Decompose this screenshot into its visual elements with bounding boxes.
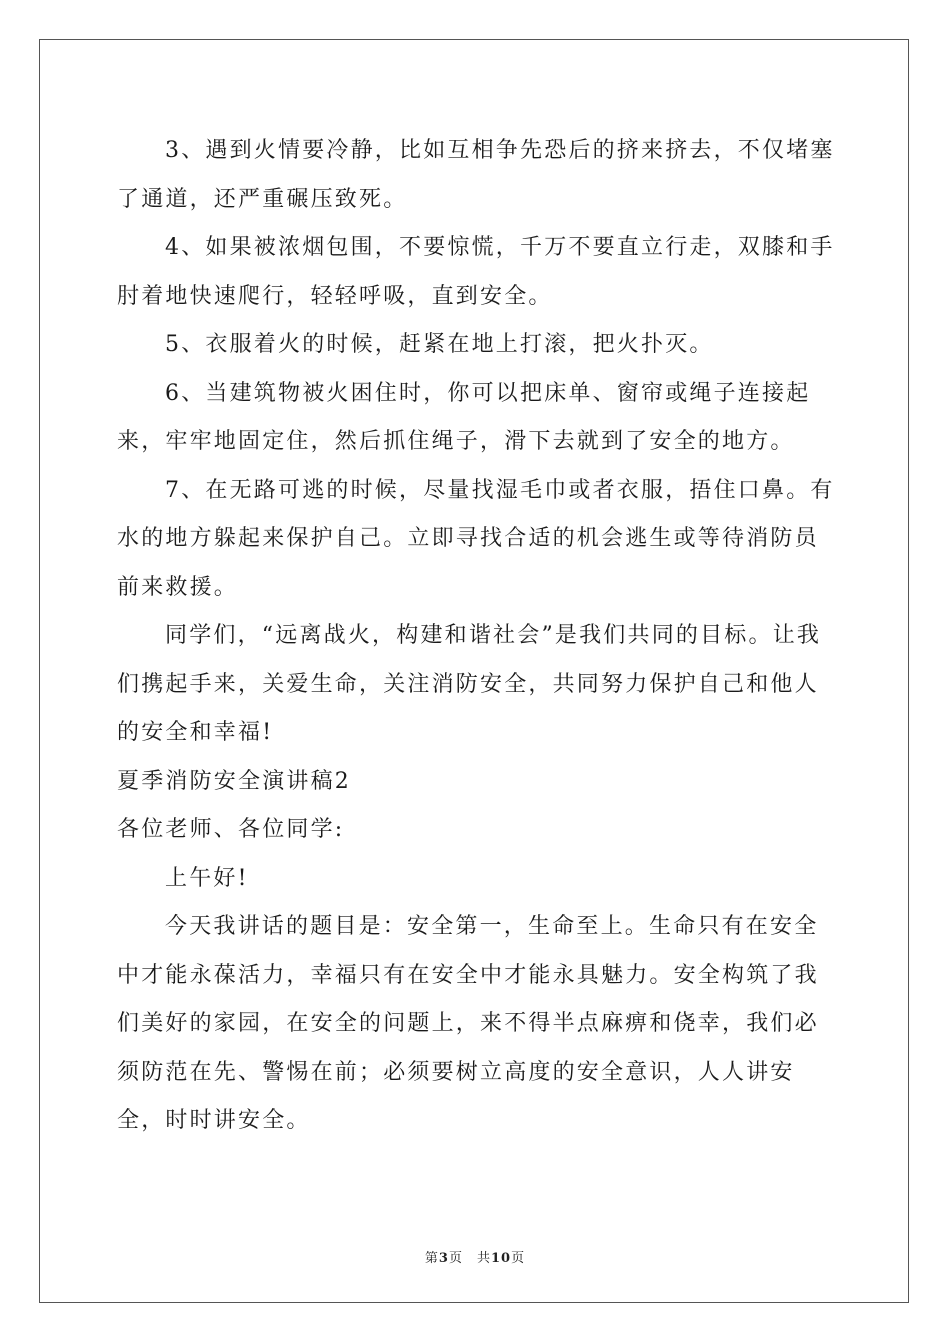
- page-prefix: 第: [424, 1251, 439, 1266]
- total-prefix: 共: [476, 1251, 491, 1266]
- paragraph-tip-3: 3、遇到火情要冷静，比如互相争先恐后的挤来挤去，不仅堵塞了通道，还严重碾压致死。: [117, 138, 835, 212]
- document-body: [117, 127, 837, 1146]
- section-heading: 夏季消防安全演讲稿2: [117, 768, 351, 794]
- greeting: 上午好!: [165, 865, 249, 891]
- page-current: 3: [438, 1251, 449, 1266]
- salutation: 各位老师、各位同学:: [117, 817, 345, 842]
- paragraph-topic: 今天我讲话的题目是：安全第一，生命至上。生命只有在安全中才能永葆活力，幸福只有在安全中才能永具魅力。安全构筑了我们美好的家园，在安全的问题上，来不得半点麻痹和侥幸，我们必须防范在先、警惕在前；必须要树立高度的安全意识，人人讲安全，时时讲安全。: [117, 914, 819, 1133]
- paragraph-tip-5: 5、衣服着火的时候，赶紧在地上打滚，把火扑灭。: [165, 332, 714, 357]
- page-footer: [0, 1247, 950, 1266]
- page-suffix: 页: [448, 1251, 463, 1266]
- paragraph-closing: 同学们，“远离战火，构建和谐社会”是我们共同的目标。让我们携起手来，关爱生命，关注消防安全，共同努力保护自己和他人的安全和幸福!: [117, 623, 822, 745]
- paragraph-tip-6: 6、当建筑物被火困住时，你可以把床单、窗帘或绳子连接起来，牢牢地固定住，然后抓住绳子，滑下去就到了安全的地方。: [117, 380, 811, 454]
- paragraph-tip-4: 4、如果被浓烟包围，不要惊慌，千万不要直立行走，双膝和手肘着地快速爬行，轻轻呼吸，直到安全。: [117, 235, 835, 309]
- total-suffix: 页: [511, 1251, 526, 1266]
- page-total: 10: [490, 1251, 512, 1266]
- paragraph-tip-7: 7、在无路可逃的时候，尽量找湿毛巾或者衣服，捂住口鼻。有水的地方躲起来保护自己。立即寻找合适的机会逃生或等待消防员前来救援。: [117, 477, 835, 600]
